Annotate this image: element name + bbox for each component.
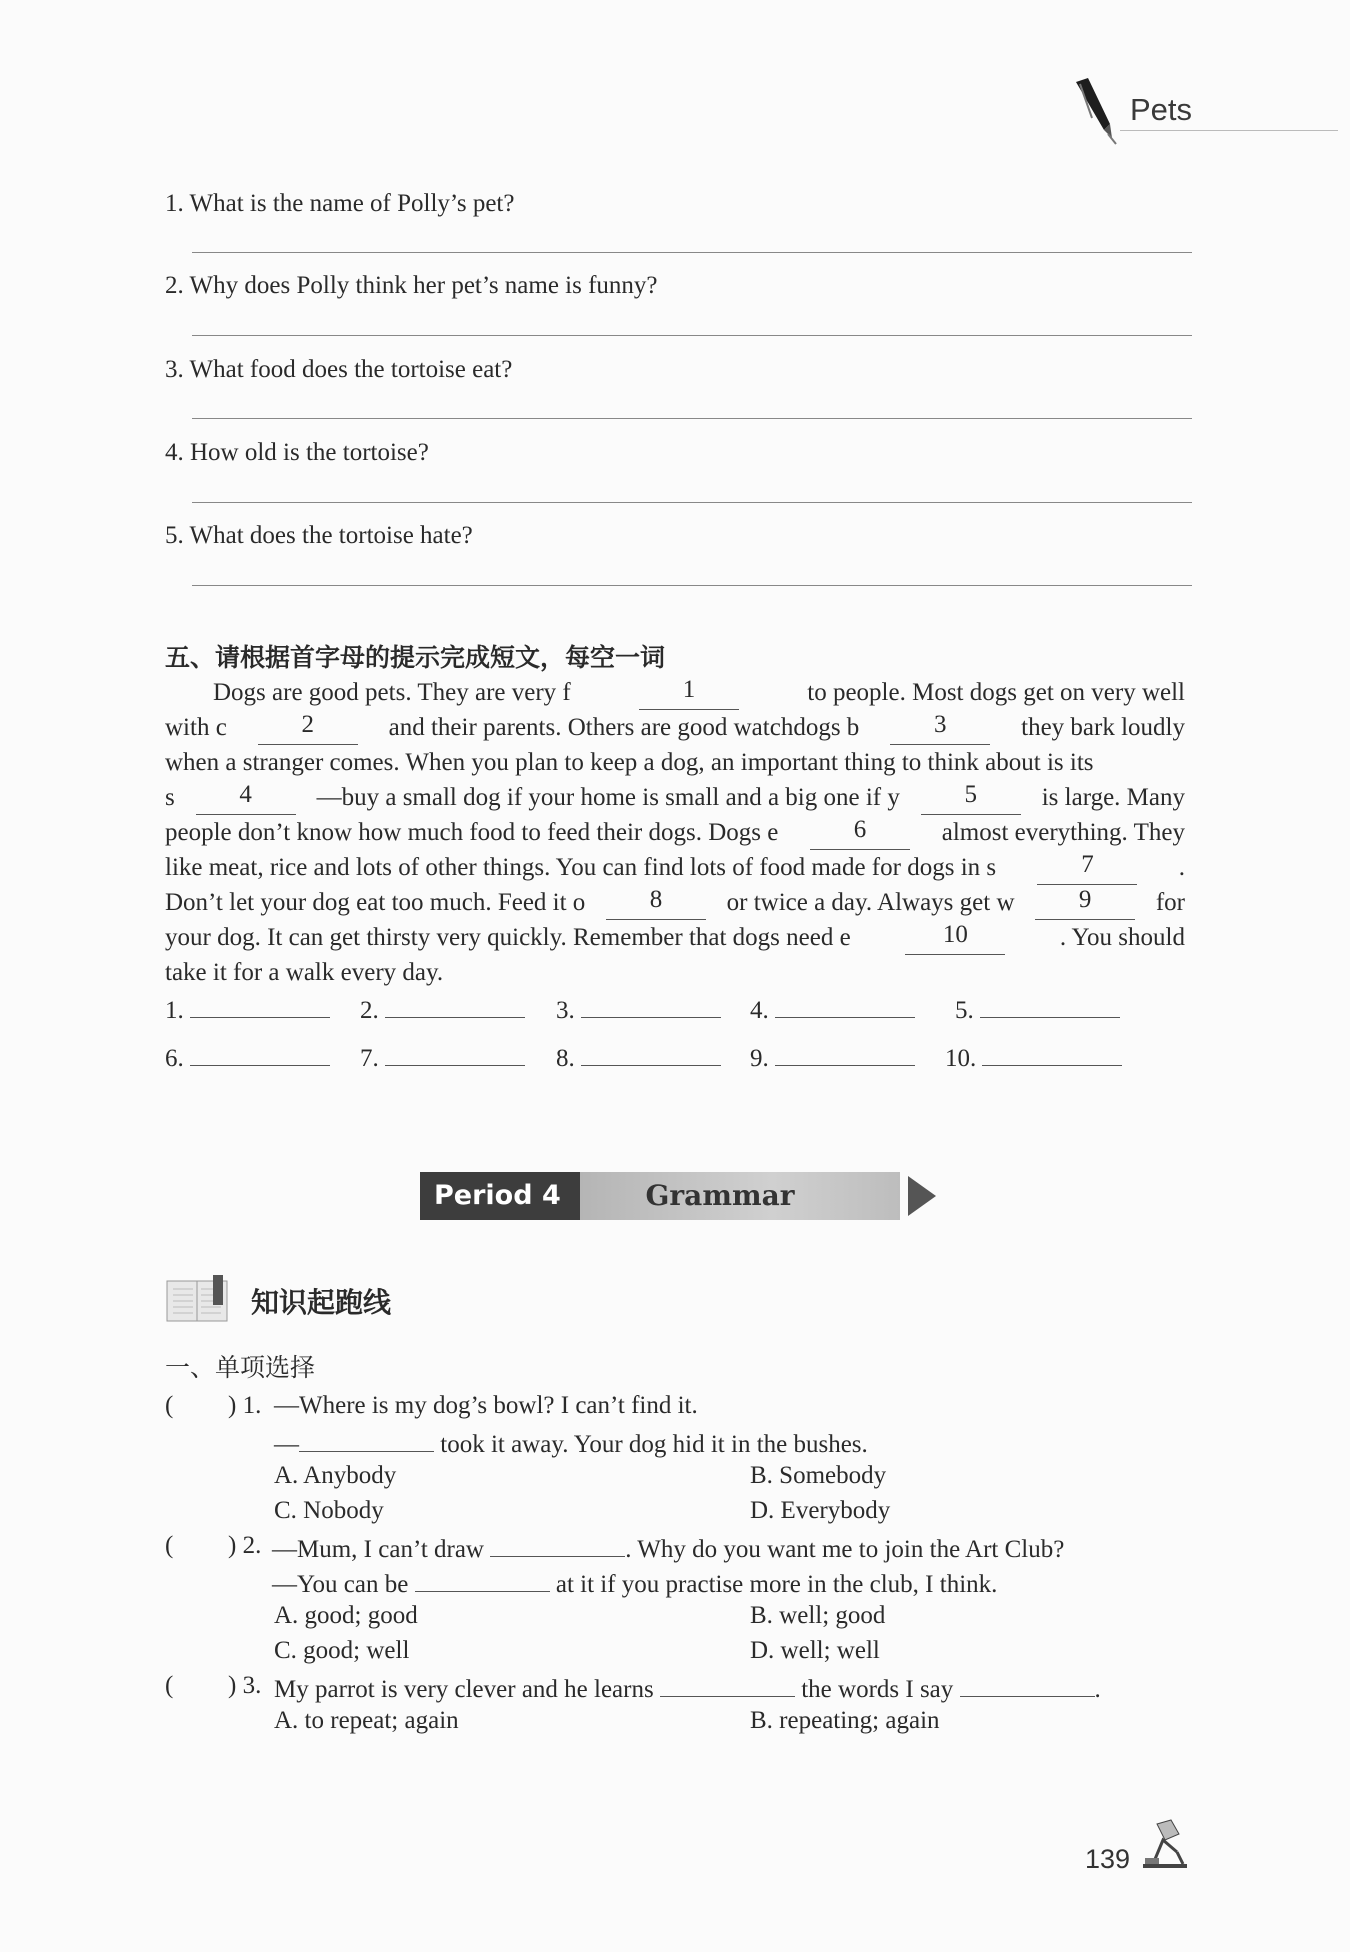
answer-blank-7[interactable] xyxy=(385,1041,525,1066)
mcq-question: —Mum, I can’t draw . Why do you want me to join the Art Club? xyxy=(272,1532,1064,1564)
answer-blank-6[interactable] xyxy=(190,1041,330,1066)
passage-text: almost everything. They xyxy=(941,819,1185,846)
cloze-blank-7[interactable]: 7 xyxy=(1037,850,1137,885)
passage-line xyxy=(165,955,1185,990)
answer-number: 9. xyxy=(750,1045,769,1072)
passage-line xyxy=(165,675,1185,710)
passage-text: they bark loudly xyxy=(1021,714,1185,741)
passage-line xyxy=(165,745,1185,780)
cloze-blank-1[interactable]: 1 xyxy=(639,675,739,710)
mcq-question: My parrot is very clever and he learns the words I say . xyxy=(274,1672,1101,1704)
mcq-number: ) 3. xyxy=(228,1672,262,1699)
question-4: 4. How old is the tortoise? xyxy=(165,439,429,466)
answer-number: 8. xyxy=(556,1045,575,1072)
passage-text: when a stranger comes. When you plan to keep a dog, an important thing to think about is its xyxy=(165,749,1094,776)
cloze-blank-8[interactable]: 8 xyxy=(606,885,706,920)
option-b[interactable]: B. Somebody xyxy=(750,1462,887,1489)
mcq-question: —Where is my dog’s bowl? I can’t find it. xyxy=(274,1392,698,1419)
option-b[interactable]: B. repeating; again xyxy=(750,1707,940,1734)
period-label: Period 4 xyxy=(420,1172,580,1220)
passage-text: and their parents. Others are good watchdogs b xyxy=(388,714,860,741)
passage-text: or twice a day. Always get w xyxy=(726,889,1015,916)
passage-text: Dogs are good pets. They are very f xyxy=(213,679,571,706)
section-title: 五、请根据首字母的提示完成短文，每空一词 xyxy=(165,643,666,672)
mcq-question-line2: — took it away. Your dog hid it in the bushes. xyxy=(274,1427,868,1459)
mcq-blank[interactable] xyxy=(660,1672,795,1697)
answer-number: 10. xyxy=(945,1045,977,1072)
question-3: 3. What food does the tortoise eat? xyxy=(165,356,513,383)
option-d[interactable]: D. well; well xyxy=(750,1637,880,1664)
page-number: 139 xyxy=(1085,1844,1131,1874)
mcq-paren[interactable]: ( xyxy=(165,1532,174,1559)
answer-blank-9[interactable] xyxy=(775,1041,915,1066)
lamp-icon xyxy=(1137,1818,1193,1875)
passage-text: s xyxy=(165,784,175,811)
mcq-blank[interactable] xyxy=(415,1567,550,1592)
mcq-number: ) 2. xyxy=(228,1532,262,1559)
passage-line xyxy=(165,815,1185,850)
question-5: 5. What does the tortoise hate? xyxy=(165,522,473,549)
answer-number: 5. xyxy=(955,997,974,1024)
passage-text: Don’t let your dog eat too much. Feed it o xyxy=(165,889,586,916)
cloze-blank-4[interactable]: 4 xyxy=(196,780,296,815)
question-1: 1. What is the name of Polly’s pet? xyxy=(165,190,515,217)
page-header xyxy=(1070,78,1338,148)
option-a[interactable]: A. to repeat; again xyxy=(274,1707,459,1734)
answer-blank-1[interactable] xyxy=(190,993,330,1018)
knowledge-title: 知识起跑线 xyxy=(251,1286,392,1319)
answer-number: 4. xyxy=(750,997,769,1024)
answer-blank-3[interactable] xyxy=(581,993,721,1018)
passage-line xyxy=(165,710,1185,745)
mcq-blank[interactable] xyxy=(299,1427,434,1452)
answer-number: 7. xyxy=(360,1045,379,1072)
answer-blank-5[interactable] xyxy=(980,993,1120,1018)
answer-line-4[interactable] xyxy=(192,502,1192,503)
pen-icon xyxy=(1070,78,1120,151)
answer-number: 2. xyxy=(360,997,379,1024)
cloze-blank-10[interactable]: 10 xyxy=(905,920,1005,955)
passage-line xyxy=(165,780,1185,815)
passage-text: to people. Most dogs get on very well xyxy=(807,679,1185,706)
mcq-paren[interactable]: ( xyxy=(165,1392,174,1419)
cloze-blank-2[interactable]: 2 xyxy=(258,710,358,745)
answer-number: 3. xyxy=(556,997,575,1024)
answer-number: 1. xyxy=(165,997,184,1024)
question-2: 2. Why does Polly think her pet’s name is funny? xyxy=(165,272,658,299)
passage-text: . You should xyxy=(1059,924,1185,951)
passage-text: people don’t know how much food to feed their dogs. Dogs e xyxy=(165,819,779,846)
header-rule xyxy=(1120,130,1338,131)
cloze-passage xyxy=(165,675,1185,990)
book-icon xyxy=(165,1275,231,1330)
mcq-blank[interactable] xyxy=(490,1532,625,1557)
passage-text: is large. Many xyxy=(1041,784,1185,811)
passage-text: . xyxy=(1178,854,1185,881)
answer-blank-4[interactable] xyxy=(775,993,915,1018)
passage-text: your dog. It can get thirsty very quickly. Remember that dogs need e xyxy=(165,924,851,951)
passage-line xyxy=(165,920,1185,955)
option-c[interactable]: C. good; well xyxy=(274,1637,410,1664)
passage-text: with c xyxy=(165,714,227,741)
cloze-blank-5[interactable]: 5 xyxy=(921,780,1021,815)
option-b[interactable]: B. well; good xyxy=(750,1602,886,1629)
answer-number: 6. xyxy=(165,1045,184,1072)
arrow-icon xyxy=(908,1176,936,1216)
option-a[interactable]: A. Anybody xyxy=(274,1462,397,1489)
cloze-blank-6[interactable]: 6 xyxy=(810,815,910,850)
passage-line xyxy=(165,885,1185,920)
mcq-question-line2: —You can be at it if you practise more in the club, I think. xyxy=(272,1567,997,1599)
answer-blank-10[interactable] xyxy=(982,1041,1122,1066)
answer-blank-2[interactable] xyxy=(385,993,525,1018)
answer-line-5[interactable] xyxy=(192,585,1192,586)
topic-label: Grammar xyxy=(580,1172,900,1220)
mcq-blank[interactable] xyxy=(960,1672,1095,1697)
mcq-number: ) 1. xyxy=(228,1392,262,1419)
mcq-paren[interactable]: ( xyxy=(165,1672,174,1699)
option-d[interactable]: D. Everybody xyxy=(750,1497,891,1524)
answer-line-3[interactable] xyxy=(192,418,1192,419)
answer-line-1[interactable] xyxy=(192,252,1192,253)
cloze-blank-3[interactable]: 3 xyxy=(890,710,990,745)
option-a[interactable]: A. good; good xyxy=(274,1602,418,1629)
period-banner xyxy=(420,1172,940,1220)
mcq-title: 一、单项选择 xyxy=(165,1353,316,1382)
page-title: Pets xyxy=(1130,92,1193,127)
passage-text: take it for a walk every day. xyxy=(165,959,444,986)
answer-blank-8[interactable] xyxy=(581,1041,721,1066)
answer-line-2[interactable] xyxy=(192,335,1192,336)
cloze-blank-9[interactable]: 9 xyxy=(1035,885,1135,920)
passage-text: for xyxy=(1155,889,1185,916)
passage-text: —buy a small dog if your home is small and a big one if y xyxy=(316,784,900,811)
passage-text: like meat, rice and lots of other things. You can find lots of food made for dogs in s xyxy=(165,854,997,881)
option-c[interactable]: C. Nobody xyxy=(274,1497,384,1524)
passage-line xyxy=(165,850,1185,885)
